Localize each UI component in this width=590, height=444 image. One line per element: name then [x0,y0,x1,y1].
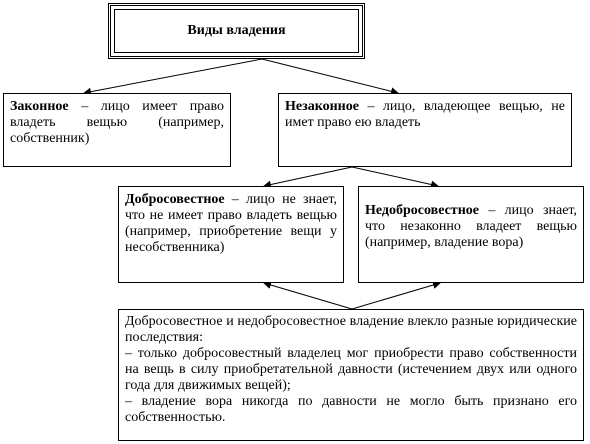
bad-faith-text: – лицо знает, что незаконно владеет вещью (например, владение вора) [365,203,577,250]
arrow-to-lawful [84,59,262,93]
good-faith-box [118,186,344,283]
unlawful-text: – лицо, владеющее вещью, не имет право ею владеть [285,99,565,130]
consequences-box [118,309,584,441]
bad-faith-box [358,186,584,283]
diagram-title: Виды владения [114,9,359,53]
title-box [108,3,365,59]
good-faith-term: Добросовестное [125,192,225,207]
bad-faith-term: Недобросовестное [365,203,479,218]
arrow-to-bad-faith [352,167,438,186]
consequences-text: Добросовестное и недобросовестное владение влекло разные юридические последствия: [125,314,577,345]
lawful-box [3,93,231,167]
lawful-text: – лицо имеет право владеть вещью (например, собственник) [10,99,224,146]
arrow-to-good-faith [264,167,352,186]
arrow-to-unlawful [262,59,398,93]
unlawful-box [278,93,572,167]
unlawful-term: Незаконное [285,99,359,114]
consequences-item-1: – только добросовестный владелец мог приобрести право собственности на вещь в силу приобретательной давности (истечением двух или одного года для движимых вещей); [125,346,577,393]
arrow-cons-to-bad-faith [352,283,440,309]
consequences-item-2: – владение вора никогда по давности не могло быть признано его собственностью. [125,394,577,425]
lawful-term: Законное [10,99,69,114]
arrow-cons-to-good-faith [264,283,352,309]
good-faith-text: – лицо не знает, что не имеет право владеть вещью (например, приобретение вещи у несобственника) [125,192,337,255]
